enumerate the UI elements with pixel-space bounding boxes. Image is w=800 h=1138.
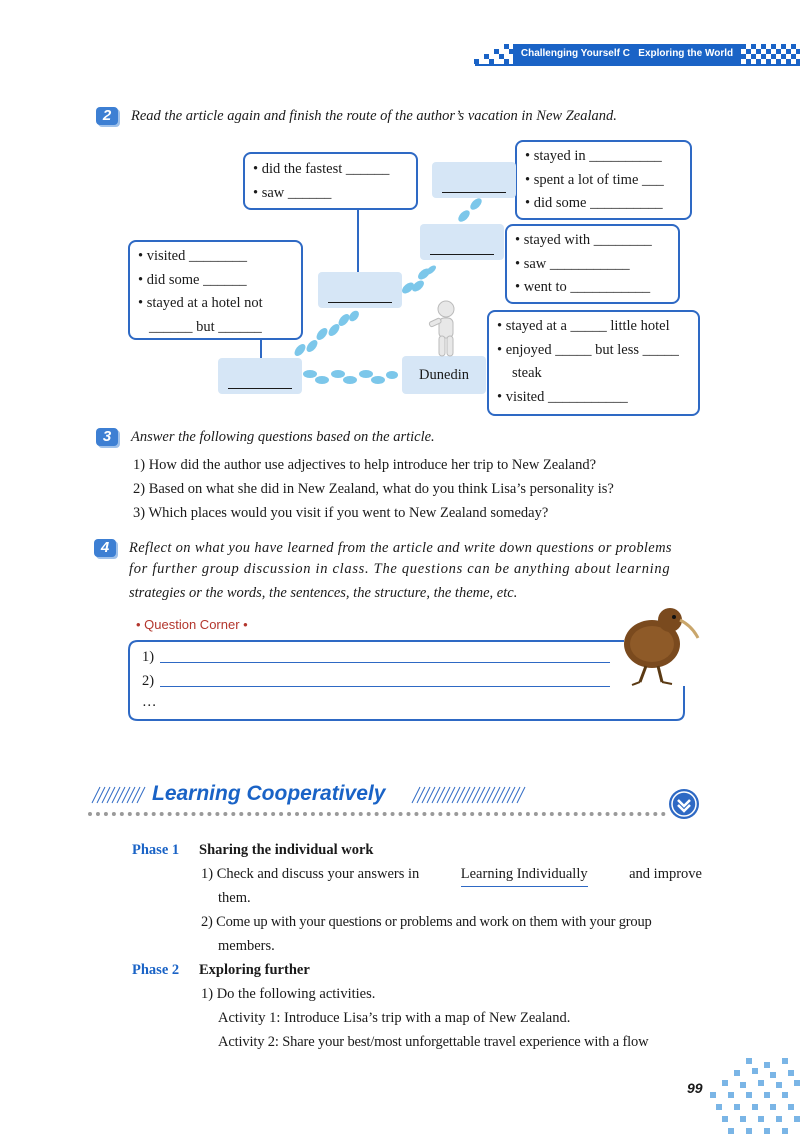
title-hatch-left xyxy=(90,786,146,804)
box-line: • did some __________ xyxy=(525,195,663,211)
phase1-label: Phase 1 xyxy=(132,842,180,858)
box-line: • spent a lot of time ___ xyxy=(525,171,664,188)
task2-instruction: Read the article again and finish the route of the author’s vacation in New Zealand. xyxy=(131,108,617,124)
route-start-dunedin xyxy=(402,356,486,394)
phase2-item1: 1) Do the following activities. xyxy=(201,986,376,1002)
task-number-2: 2 xyxy=(96,107,118,125)
question-corner-label: • Question Corner • xyxy=(136,617,248,632)
task3-question: 3) Which places would you visit if you went to New Zealand someday? xyxy=(133,505,549,521)
phase1-title: Sharing the individual work xyxy=(199,842,374,858)
phase1-item2: 2) Come up with your questions or problems and work on them with your group xyxy=(201,914,652,930)
box-line: • saw ___________ xyxy=(515,255,630,272)
box-line: • stayed at a hotel not xyxy=(138,295,263,311)
task-number-3: 3 xyxy=(96,428,118,446)
kiwi-bird-icon xyxy=(618,592,702,688)
phase1-item1 xyxy=(201,862,702,887)
question-line-label: 1) xyxy=(142,649,155,665)
task3-question: 1) How did the author use adjectives to help introduce her trip to New Zealand? xyxy=(133,457,597,473)
phase2-activity1: Activity 1: Introduce Lisa’s trip with a map of New Zealand. xyxy=(218,1010,571,1026)
phase1-item1-text: and improve xyxy=(629,866,702,882)
phase1-item1-text: 1) Check and discuss your answers in xyxy=(201,866,420,882)
answer-line-1[interactable] xyxy=(160,662,610,663)
section-header xyxy=(513,44,741,64)
route-box-stayed-in xyxy=(515,140,692,220)
route-blank-3 xyxy=(318,272,402,308)
page-number: 99 xyxy=(687,1080,703,1096)
walking-figure-icon xyxy=(426,300,464,360)
box-line: • saw ______ xyxy=(253,185,332,201)
box-line: • did the fastest ______ xyxy=(253,161,390,177)
route-box-fastest xyxy=(243,152,418,210)
box-line: ______ but ______ xyxy=(149,318,262,335)
box-line: • enjoyed _____ but less _____ xyxy=(497,341,679,358)
task4-instruction-line: strategies or the words, the sentences, the structure, the theme, etc. xyxy=(129,585,518,601)
task4-instruction-line: for further group discussion in class. The questions can be anything about learning xyxy=(129,561,671,577)
footprints-icon xyxy=(290,310,360,358)
footprints-icon xyxy=(400,262,436,296)
phase2-activity2: Activity 2: Share your best/most unforgettable travel experience with a flow xyxy=(218,1034,649,1050)
task3-instruction: Answer the following questions based on the article. xyxy=(131,429,435,445)
learning-individually-link[interactable]: Learning Individually xyxy=(461,862,588,887)
learning-cooperatively-title: Learning Cooperatively xyxy=(152,782,386,805)
checker-pattern-footer xyxy=(706,1058,800,1138)
route-box-visited xyxy=(128,240,303,340)
box-line: • stayed at a _____ little hotel xyxy=(497,318,670,334)
connector-line xyxy=(260,338,262,360)
section-subtitle: Exploring the World xyxy=(638,48,734,59)
phase2-title: Exploring further xyxy=(199,962,310,978)
checker-pattern-header-right xyxy=(741,44,800,64)
chevron-down-icon xyxy=(668,788,700,820)
task3-question: 2) Based on what she did in New Zealand, what do you think Lisa’s personality is? xyxy=(133,481,614,497)
phase1-item1-cont: them. xyxy=(218,890,251,906)
route-blank-1 xyxy=(432,162,516,198)
box-line: • visited ________ xyxy=(138,248,247,264)
route-box-little-hotel xyxy=(487,310,700,416)
route-blank-4 xyxy=(218,358,302,394)
box-line: steak xyxy=(512,365,542,381)
route-box-stayed-with xyxy=(505,224,680,304)
route-blank-2 xyxy=(420,224,504,260)
box-line: • went to ___________ xyxy=(515,279,651,295)
title-hatch-right xyxy=(410,786,530,804)
footprints-icon xyxy=(300,366,400,388)
footprints-icon xyxy=(456,196,486,224)
checker-pattern-header xyxy=(474,44,514,64)
answer-line-2[interactable] xyxy=(160,686,610,687)
task-number-4: 4 xyxy=(94,539,116,557)
box-line: • stayed with ________ xyxy=(515,232,652,248)
box-line: • did some ______ xyxy=(138,271,247,288)
box-line: • visited ___________ xyxy=(497,388,628,405)
question-line-label: … xyxy=(142,694,157,710)
header-rule xyxy=(475,64,800,66)
start-label: Dunedin xyxy=(419,367,469,383)
phase2-label: Phase 2 xyxy=(132,962,180,978)
connector-line xyxy=(357,208,359,272)
question-corner-frame xyxy=(126,638,688,724)
phase1-item2-cont: members. xyxy=(218,938,275,954)
section-divider-dots xyxy=(88,812,666,816)
box-line: • stayed in __________ xyxy=(525,148,662,164)
task4-instruction-line: Reflect on what you have learned from the article and write down questions or problems xyxy=(129,540,672,556)
section-name: Challenging Yourself C xyxy=(520,48,630,59)
question-line-label: 2) xyxy=(142,673,155,689)
